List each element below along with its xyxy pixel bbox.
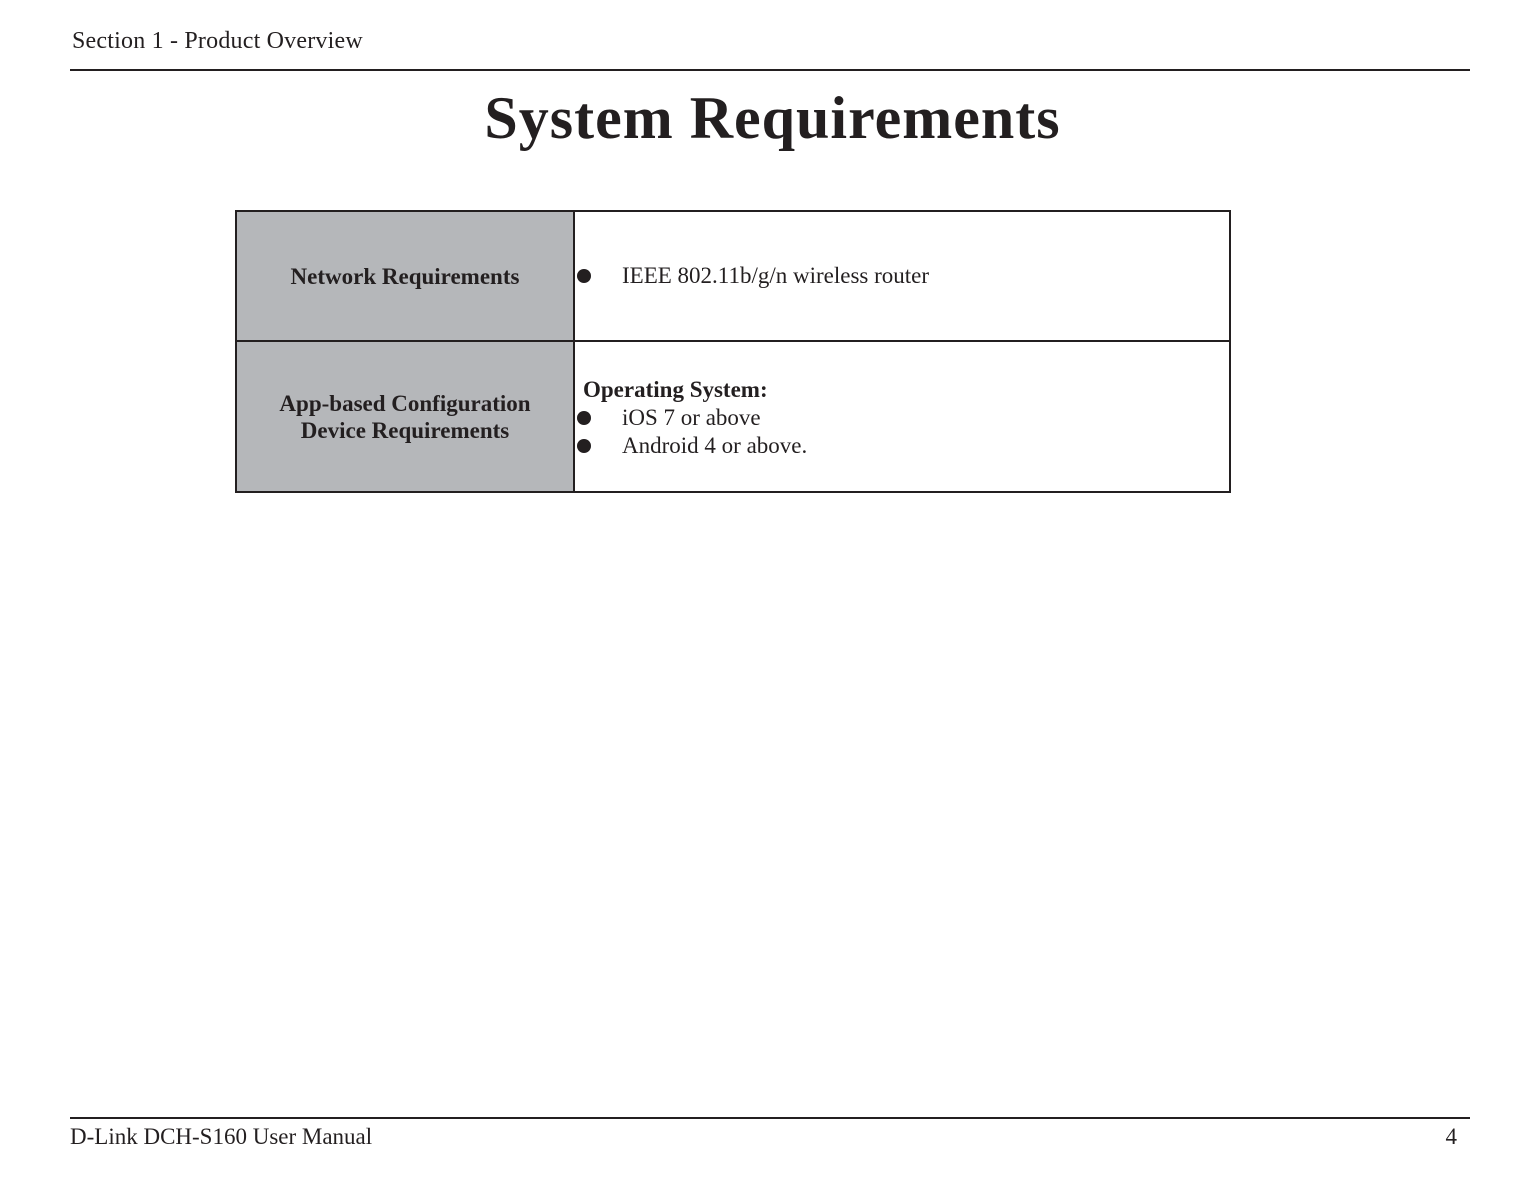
section-header: Section 1 - Product Overview [72, 28, 363, 54]
device-requirements-label: App-based Configuration Device Requirements [279, 390, 531, 443]
page-number: 4 [1445, 1124, 1457, 1149]
list-item-text: iOS 7 or above [622, 405, 761, 430]
bullet-icon [577, 269, 591, 283]
table-row-network [237, 212, 1229, 342]
device-requirements-label-cell [237, 342, 575, 491]
network-requirements-content [575, 212, 1229, 340]
page-title: System Requirements [484, 85, 1061, 151]
bullet-icon [577, 439, 591, 453]
device-requirements-content [575, 342, 1229, 491]
table-row-device [237, 342, 1229, 491]
operating-system-heading: Operating System: [583, 377, 768, 402]
requirements-table [235, 210, 1231, 493]
network-requirements-label-cell [237, 212, 575, 340]
list-item-text: Android 4 or above. [622, 433, 808, 458]
footer-manual-title: D-Link DCH-S160 User Manual [70, 1124, 373, 1149]
footer-divider [70, 1117, 1470, 1119]
header-divider [70, 69, 1470, 71]
bullet-icon [577, 411, 591, 425]
list-item-text: IEEE 802.11b/g/n wireless router [622, 263, 930, 288]
network-requirements-label: Network Requirements [290, 263, 520, 289]
